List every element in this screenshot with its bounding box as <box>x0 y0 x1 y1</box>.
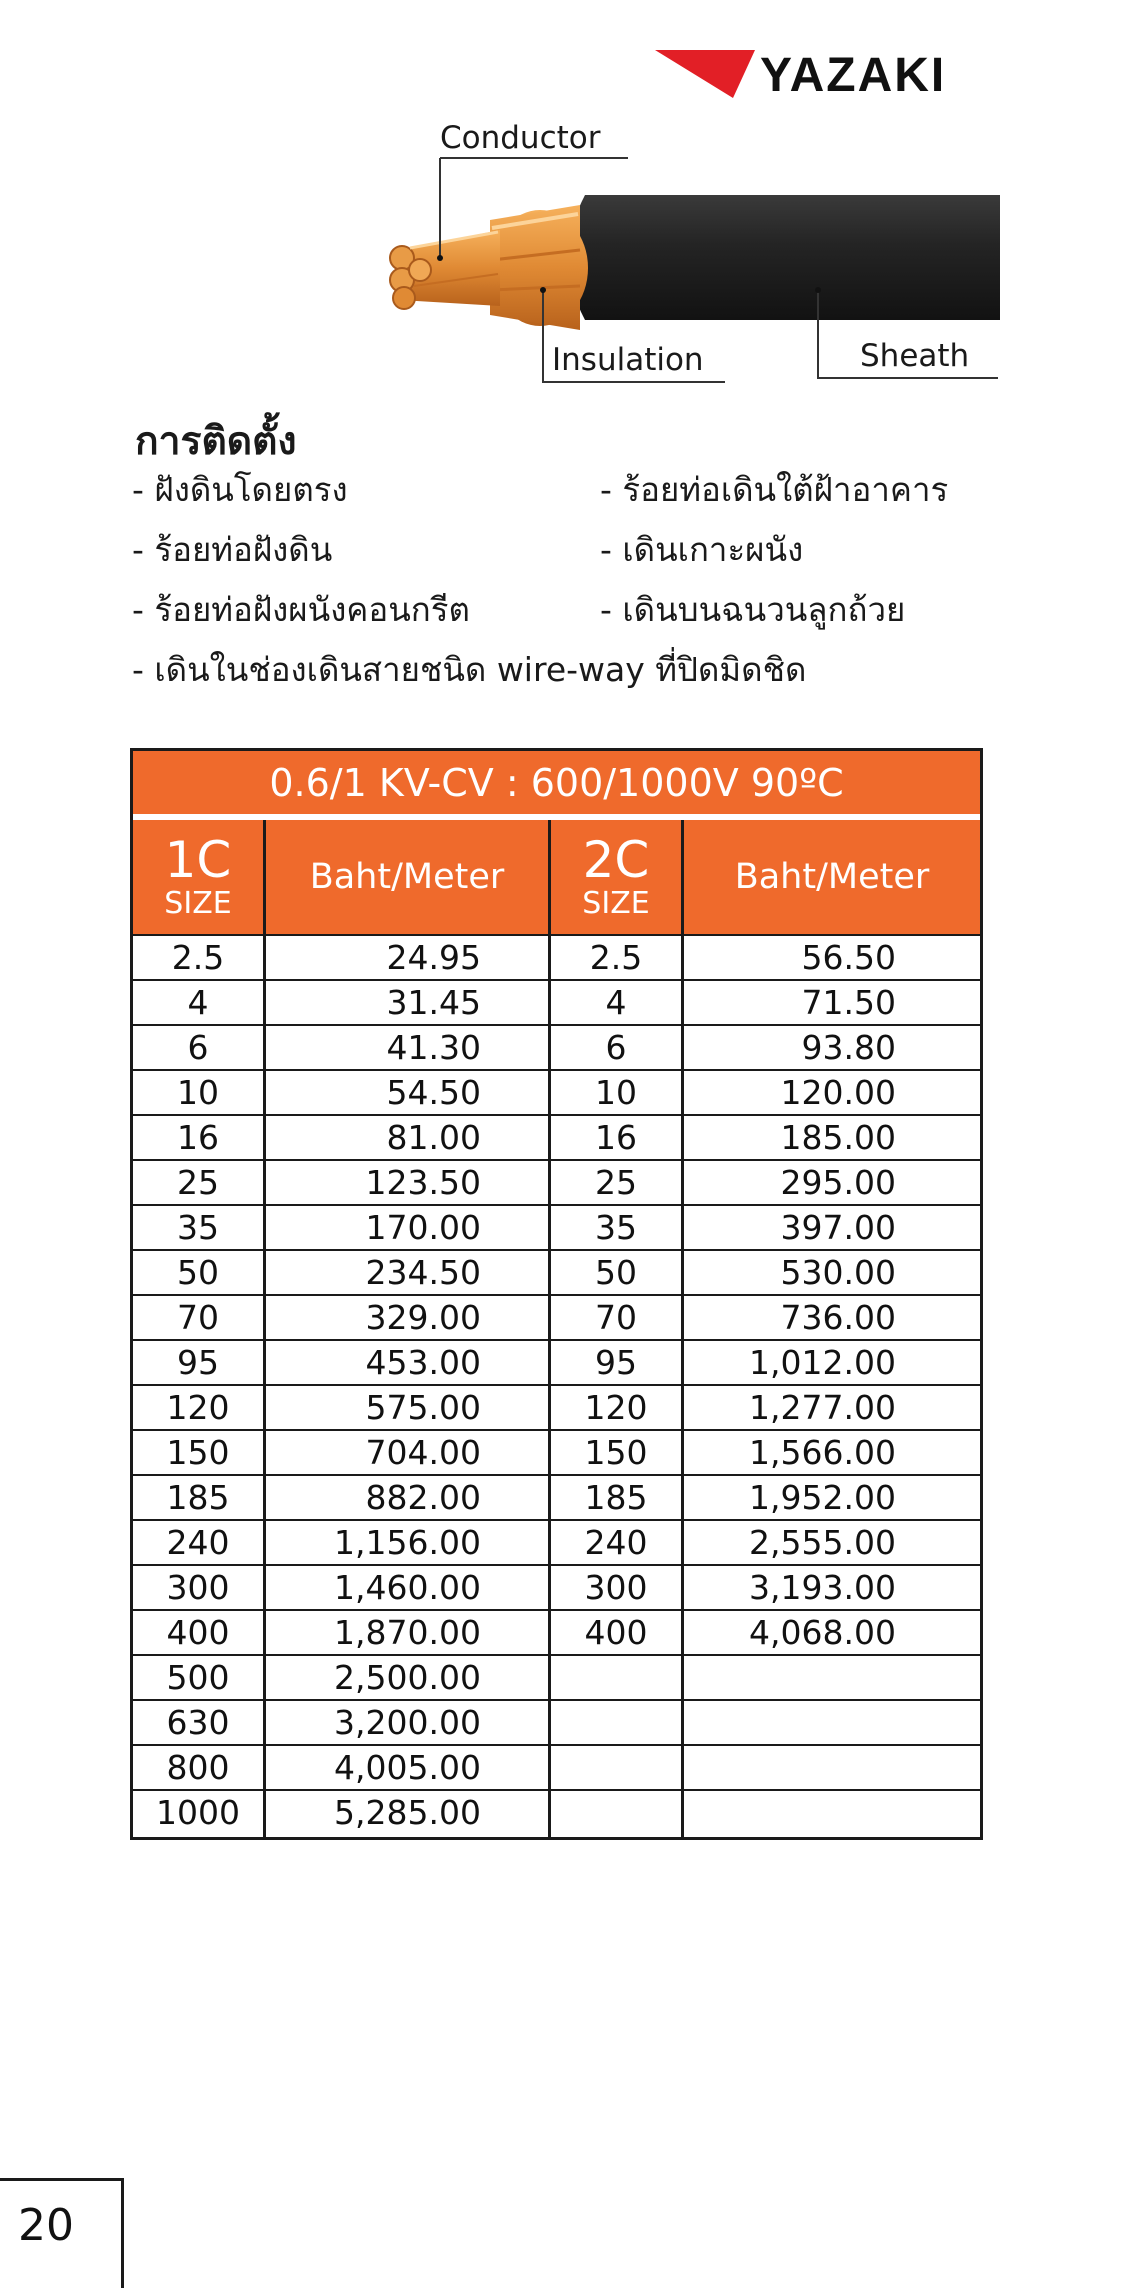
header-1c-price-label: Baht/Meter <box>309 856 505 897</box>
cell-2c-size: 25 <box>595 1163 637 1202</box>
cell-1c-price: 329.00 <box>365 1298 481 1337</box>
cell-2c-price: 4,068.00 <box>749 1613 896 1652</box>
cell-1c-price: 123.50 <box>365 1163 481 1202</box>
table-row <box>133 1069 980 1114</box>
cell-1c-price: 453.00 <box>365 1343 481 1382</box>
cell-1c-price: 24.95 <box>386 938 481 977</box>
cell-2c-size: 6 <box>605 1028 627 1067</box>
cell-2c-price: 1,012.00 <box>749 1343 896 1382</box>
conductor-label: Conductor <box>440 120 601 156</box>
table-row <box>133 1204 980 1249</box>
cell-2c-size: 10 <box>595 1073 637 1112</box>
cell-1c-size: 50 <box>177 1253 219 1292</box>
install-item: - ร้อยท่อฝังผนังคอนกรีต <box>132 590 470 629</box>
cell-2c-size: 70 <box>595 1298 637 1337</box>
header-1c-price <box>266 820 548 934</box>
cell-1c-price: 1,870.00 <box>334 1613 481 1652</box>
cell-2c-size <box>551 1701 681 1744</box>
cell-1c-size: 70 <box>177 1298 219 1337</box>
cell-1c-size: 800 <box>166 1748 230 1787</box>
cell-1c-size: 300 <box>166 1568 230 1607</box>
table-row <box>133 934 980 979</box>
header-2c-size <box>551 820 681 934</box>
header-2c-price-label: Baht/Meter <box>734 856 930 897</box>
table-row <box>133 1789 980 1834</box>
cell-1c-size: 6 <box>187 1028 209 1067</box>
table-row <box>133 1339 980 1384</box>
yazaki-mark-icon <box>655 48 755 100</box>
cell-2c-price: 93.80 <box>801 1028 896 1067</box>
cell-1c-price: 41.30 <box>386 1028 481 1067</box>
cell-2c-price: 530.00 <box>780 1253 896 1292</box>
price-table <box>130 748 983 1840</box>
cell-2c-size <box>551 1791 681 1834</box>
cell-2c-size: 50 <box>595 1253 637 1292</box>
cell-2c-price: 185.00 <box>780 1118 896 1157</box>
cell-1c-price: 54.50 <box>386 1073 481 1112</box>
cell-2c-size: 4 <box>605 983 627 1022</box>
cell-1c-size: 95 <box>177 1343 219 1382</box>
cell-1c-size: 400 <box>166 1613 230 1652</box>
cell-1c-size: 185 <box>166 1478 230 1517</box>
cell-1c-size: 150 <box>166 1433 230 1472</box>
header-2c-price <box>684 820 980 934</box>
cell-1c-price: 31.45 <box>386 983 481 1022</box>
cell-1c-price: 4,005.00 <box>334 1748 481 1787</box>
cell-2c-price <box>684 1746 896 1789</box>
table-title: 0.6/1 KV-CV : 600/1000V 90ºC <box>133 751 980 817</box>
installation-title: การติดตั้ง <box>135 419 297 464</box>
table-row <box>133 1024 980 1069</box>
table-row <box>133 1384 980 1429</box>
cell-1c-size: 25 <box>177 1163 219 1202</box>
table-row <box>133 1654 980 1699</box>
cell-1c-size: 1000 <box>156 1793 240 1832</box>
table-row <box>133 1474 980 1519</box>
cell-2c-size: 120 <box>584 1388 648 1427</box>
install-item: - เดินบนฉนวนลูกถ้วย <box>600 590 906 629</box>
header-2c-label: 2C <box>582 831 650 889</box>
cell-2c-size <box>551 1746 681 1789</box>
cell-2c-size: 150 <box>584 1433 648 1472</box>
cell-2c-size: 16 <box>595 1118 637 1157</box>
cell-1c-price: 234.50 <box>365 1253 481 1292</box>
cell-1c-price: 1,156.00 <box>334 1523 481 1562</box>
cell-2c-size: 95 <box>595 1343 637 1382</box>
cell-2c-size: 300 <box>584 1568 648 1607</box>
cell-1c-price: 882.00 <box>365 1478 481 1517</box>
cell-2c-size: 185 <box>584 1478 648 1517</box>
header-2c-sub: SIZE <box>582 886 650 921</box>
table-row <box>133 1699 980 1744</box>
cell-1c-size: 35 <box>177 1208 219 1247</box>
cell-1c-price: 1,460.00 <box>334 1568 481 1607</box>
brand-name: YAZAKI <box>760 49 947 102</box>
install-item: - ร้อยท่อเดินใต้ฝ้าอาคาร <box>600 470 949 509</box>
cell-2c-size: 35 <box>595 1208 637 1247</box>
cell-2c-price <box>684 1791 896 1834</box>
header-1c-label: 1C <box>164 831 232 889</box>
cell-2c-price: 295.00 <box>780 1163 896 1202</box>
cell-2c-size <box>551 1656 681 1699</box>
install-item: - ร้อยท่อฝังดิน <box>132 530 333 569</box>
table-row <box>133 1159 980 1204</box>
cell-2c-price: 56.50 <box>801 938 896 977</box>
cell-1c-size: 240 <box>166 1523 230 1562</box>
sheath-label: Sheath <box>860 338 970 374</box>
cell-2c-size: 400 <box>584 1613 648 1652</box>
table-row <box>133 1294 980 1339</box>
cell-2c-size: 2.5 <box>589 938 643 977</box>
install-item: - เดินเกาะผนัง <box>600 530 804 569</box>
cell-2c-price: 1,277.00 <box>749 1388 896 1427</box>
cell-2c-price: 3,193.00 <box>749 1568 896 1607</box>
install-item: - ฝังดินโดยตรง <box>132 470 348 509</box>
cell-1c-size: 500 <box>166 1658 230 1697</box>
cell-1c-price: 81.00 <box>386 1118 481 1157</box>
cell-2c-price: 736.00 <box>780 1298 896 1337</box>
cell-1c-size: 4 <box>187 983 209 1022</box>
cell-2c-size: 240 <box>584 1523 648 1562</box>
cell-2c-price: 1,566.00 <box>749 1433 896 1472</box>
table-row <box>133 1564 980 1609</box>
cell-1c-size: 630 <box>166 1703 230 1742</box>
cell-1c-price: 170.00 <box>365 1208 481 1247</box>
table-body <box>133 934 980 1834</box>
cable-diagram <box>380 110 1000 400</box>
header-1c-size <box>133 820 263 934</box>
cell-1c-price: 575.00 <box>365 1388 481 1427</box>
cell-2c-price <box>684 1701 896 1744</box>
cell-2c-price: 397.00 <box>780 1208 896 1247</box>
cell-1c-price: 2,500.00 <box>334 1658 481 1697</box>
cell-2c-price: 120.00 <box>780 1073 896 1112</box>
cell-1c-price: 3,200.00 <box>334 1703 481 1742</box>
cell-1c-price: 5,285.00 <box>334 1793 481 1832</box>
header-1c-sub: SIZE <box>164 886 232 921</box>
page-number: 20 <box>18 2200 74 2251</box>
brand-logo <box>655 40 995 110</box>
table-row <box>133 1744 980 1789</box>
cell-1c-price: 704.00 <box>365 1433 481 1472</box>
table-row <box>133 1519 980 1564</box>
table-row <box>133 979 980 1024</box>
cell-2c-price: 1,952.00 <box>749 1478 896 1517</box>
cell-1c-size: 120 <box>166 1388 230 1427</box>
cell-1c-size: 16 <box>177 1118 219 1157</box>
table-row <box>133 1114 980 1159</box>
cell-2c-price: 71.50 <box>801 983 896 1022</box>
install-item: - เดินในช่องเดินสายชนิด wire-way ที่ปิดมิดชิด <box>132 650 807 689</box>
cell-2c-price <box>684 1656 896 1699</box>
cell-2c-price: 2,555.00 <box>749 1523 896 1562</box>
table-row <box>133 1609 980 1654</box>
table-row <box>133 1429 980 1474</box>
cell-1c-size: 2.5 <box>171 938 225 977</box>
table-row <box>133 1249 980 1294</box>
insulation-label: Insulation <box>552 342 704 378</box>
cell-1c-size: 10 <box>177 1073 219 1112</box>
